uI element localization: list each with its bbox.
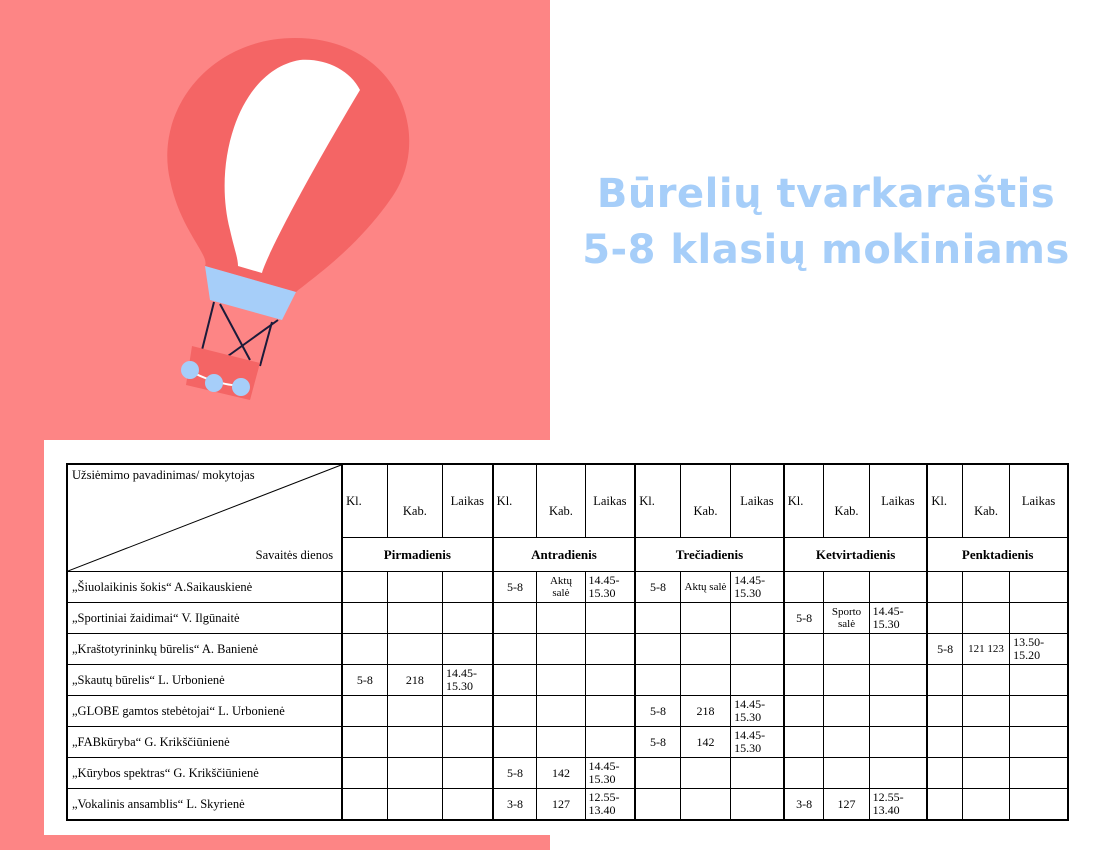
- cell-kl: [493, 603, 537, 634]
- cell-kab: [537, 634, 585, 665]
- cell-kab: [824, 727, 869, 758]
- cell-kl: 5-8: [635, 727, 680, 758]
- corner-bottom-label: Savaitės dienos: [255, 548, 334, 562]
- table-row: [67, 696, 1068, 727]
- day-header-4: Ketvirtadienis: [784, 538, 928, 572]
- cell-laikas: [731, 665, 784, 696]
- cell-kl: [784, 758, 824, 789]
- cell-kl: [342, 572, 387, 603]
- cell-laikas: 14.45-15.30: [585, 572, 635, 603]
- table-row: [67, 634, 1068, 665]
- cell-kab: [680, 758, 730, 789]
- header-kl-2: Kl.: [493, 464, 537, 538]
- cell-laikas: [869, 758, 927, 789]
- cell-laikas: [1010, 789, 1068, 821]
- cell-kl: [493, 665, 537, 696]
- table-row: [67, 789, 1068, 821]
- cell-laikas: [869, 696, 927, 727]
- cell-laikas: 12.55-13.40: [585, 789, 635, 821]
- schedule-table: [66, 463, 1069, 821]
- cell-laikas: 14.45-15.30: [731, 727, 784, 758]
- header-laikas-3: Laikas: [731, 464, 784, 538]
- cell-kl: [342, 789, 387, 821]
- cell-kab: 121 123: [962, 634, 1009, 665]
- cell-kl: [342, 634, 387, 665]
- cell-kl: 5-8: [493, 758, 537, 789]
- corner-top-label: Užsiėmimo pavadinimas/ mokytojas: [72, 468, 255, 482]
- header-kab-3: Kab.: [680, 464, 730, 538]
- header-kab-1: Kab.: [387, 464, 442, 538]
- cell-kab: [387, 727, 442, 758]
- cell-laikas: [1010, 665, 1068, 696]
- header-kab-2: Kab.: [537, 464, 585, 538]
- table-row: [67, 603, 1068, 634]
- title-line-2: 5-8 klasių mokiniams: [582, 227, 1070, 273]
- cell-laikas: [442, 758, 492, 789]
- activity-name: „GLOBE gamtos stebėtojai“ L. Urbonienė: [67, 696, 342, 727]
- cell-kab: [387, 572, 442, 603]
- cell-kab: [680, 634, 730, 665]
- day-header-2: Antradienis: [493, 538, 636, 572]
- cell-kl: 5-8: [927, 634, 962, 665]
- cell-kl: 3-8: [784, 789, 824, 821]
- cell-kl: [342, 758, 387, 789]
- cell-kl: [493, 696, 537, 727]
- cell-kl: [784, 665, 824, 696]
- cell-kab: [387, 758, 442, 789]
- cell-kab: [962, 789, 1009, 821]
- activity-name: „Kraštotyrininkų būrelis“ A. Banienė: [67, 634, 342, 665]
- cell-kab: Aktų salė: [680, 572, 730, 603]
- cell-kab: Sporto salė: [824, 603, 869, 634]
- cell-kab: [824, 696, 869, 727]
- cell-laikas: 14.45-15.30: [869, 603, 927, 634]
- cell-laikas: [585, 665, 635, 696]
- cell-kl: [635, 665, 680, 696]
- cell-kl: [635, 758, 680, 789]
- activity-name: „Kūrybos spektras“ G. Krikščiūnienė: [67, 758, 342, 789]
- cell-laikas: [731, 789, 784, 821]
- day-header-5: Penktadienis: [927, 538, 1068, 572]
- cell-kl: 5-8: [493, 572, 537, 603]
- cell-kl: 5-8: [784, 603, 824, 634]
- cell-laikas: 14.45-15.30: [442, 665, 492, 696]
- cell-laikas: 14.45-15.30: [585, 758, 635, 789]
- activity-name: „Sportiniai žaidimai“ V. Ilgūnaitė: [67, 603, 342, 634]
- cell-kab: 142: [537, 758, 585, 789]
- cell-kl: [784, 572, 824, 603]
- cell-kab: [680, 789, 730, 821]
- header-kl-4: Kl.: [784, 464, 824, 538]
- cell-kl: [784, 696, 824, 727]
- cell-laikas: [869, 665, 927, 696]
- day-header-3: Trečiadienis: [635, 538, 784, 572]
- cell-kl: [927, 727, 962, 758]
- cell-kab: [537, 603, 585, 634]
- cell-kab: [680, 665, 730, 696]
- cell-kab: [537, 696, 585, 727]
- cell-kl: [927, 696, 962, 727]
- cell-kab: 218: [680, 696, 730, 727]
- cell-laikas: [442, 727, 492, 758]
- cell-laikas: [1010, 758, 1068, 789]
- header-kl-5: Kl.: [927, 464, 962, 538]
- activity-name: „Skautų būrelis“ L. Urbonienė: [67, 665, 342, 696]
- header-laikas-4: Laikas: [869, 464, 927, 538]
- cell-kl: 5-8: [342, 665, 387, 696]
- cell-laikas: [1010, 572, 1068, 603]
- cell-kl: [927, 603, 962, 634]
- cell-laikas: 14.45-15.30: [731, 572, 784, 603]
- table-row: [67, 727, 1068, 758]
- cell-kl: [342, 696, 387, 727]
- cell-kab: [824, 634, 869, 665]
- table-row: [67, 758, 1068, 789]
- cell-laikas: [731, 634, 784, 665]
- cell-kl: [342, 727, 387, 758]
- cell-kab: 127: [824, 789, 869, 821]
- cell-laikas: [585, 603, 635, 634]
- cell-laikas: [869, 572, 927, 603]
- cell-laikas: 14.45-15.30: [731, 696, 784, 727]
- cell-laikas: 12.55-13.40: [869, 789, 927, 821]
- cell-kl: [927, 758, 962, 789]
- table-corner-header: [67, 464, 342, 572]
- cell-kab: [824, 665, 869, 696]
- activity-name: „Vokalinis ansamblis“ L. Skyrienė: [67, 789, 342, 821]
- hot-air-balloon-illustration: [150, 30, 440, 410]
- cell-kl: 3-8: [493, 789, 537, 821]
- activity-name: „Šiuolaikinis šokis“ A.Saikauskienė: [67, 572, 342, 603]
- header-kab-5: Kab.: [962, 464, 1009, 538]
- cell-kab: [962, 696, 1009, 727]
- title-line-1: Būrelių tvarkaraštis: [596, 171, 1056, 217]
- cell-kl: [927, 572, 962, 603]
- cell-kl: [635, 634, 680, 665]
- cell-laikas: [585, 696, 635, 727]
- cell-kl: [635, 789, 680, 821]
- cell-kl: 5-8: [635, 696, 680, 727]
- cell-laikas: [442, 634, 492, 665]
- cell-kab: [824, 572, 869, 603]
- cell-laikas: [442, 696, 492, 727]
- cell-laikas: [585, 634, 635, 665]
- cell-kab: [962, 758, 1009, 789]
- cell-kl: [784, 727, 824, 758]
- cell-kab: [387, 634, 442, 665]
- header-laikas-2: Laikas: [585, 464, 635, 538]
- cell-laikas: 13.50-15.20: [1010, 634, 1068, 665]
- cell-laikas: [731, 603, 784, 634]
- cell-kl: [927, 789, 962, 821]
- header-laikas-1: Laikas: [442, 464, 492, 538]
- cell-kl: [927, 665, 962, 696]
- cell-laikas: [1010, 727, 1068, 758]
- cell-kl: [784, 634, 824, 665]
- cell-kab: [962, 603, 1009, 634]
- cell-kab: [962, 572, 1009, 603]
- cell-laikas: [1010, 696, 1068, 727]
- cell-kab: Aktų salė: [537, 572, 585, 603]
- cell-kab: [387, 789, 442, 821]
- page-title: [566, 166, 1086, 278]
- cell-laikas: [869, 634, 927, 665]
- activity-name: „FABkūryba“ G. Krikščiūnienė: [67, 727, 342, 758]
- cell-kl: [493, 727, 537, 758]
- cell-kab: [680, 603, 730, 634]
- cell-kab: 142: [680, 727, 730, 758]
- cell-laikas: [1010, 603, 1068, 634]
- header-kab-4: Kab.: [824, 464, 869, 538]
- cell-laikas: [585, 727, 635, 758]
- table-row: [67, 665, 1068, 696]
- cell-laikas: [869, 727, 927, 758]
- table-row: [67, 572, 1068, 603]
- cell-kab: [824, 758, 869, 789]
- cell-laikas: [731, 758, 784, 789]
- cell-kl: 5-8: [635, 572, 680, 603]
- cell-kab: [387, 696, 442, 727]
- cell-kab: [962, 727, 1009, 758]
- day-header-1: Pirmadienis: [342, 538, 493, 572]
- cell-kab: 127: [537, 789, 585, 821]
- header-laikas-5: Laikas: [1010, 464, 1068, 538]
- cell-kab: [962, 665, 1009, 696]
- cell-kl: [342, 603, 387, 634]
- cell-laikas: [442, 572, 492, 603]
- cell-laikas: [442, 603, 492, 634]
- cell-kl: [493, 634, 537, 665]
- cell-kab: [387, 603, 442, 634]
- cell-kab: [537, 727, 585, 758]
- header-kl-3: Kl.: [635, 464, 680, 538]
- cell-kab: 218: [387, 665, 442, 696]
- cell-kab: [537, 665, 585, 696]
- cell-laikas: [442, 789, 492, 821]
- cell-kl: [635, 603, 680, 634]
- header-kl-1: Kl.: [342, 464, 387, 538]
